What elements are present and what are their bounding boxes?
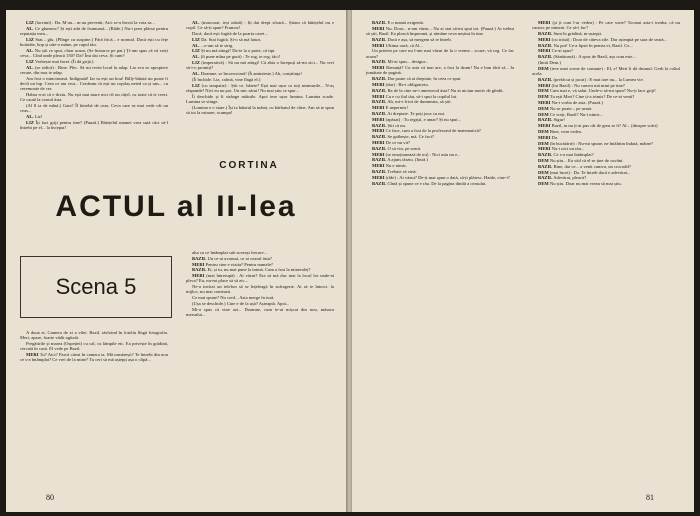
line-text: Ei, și tu, nu mai pune la inimă. Cum a fost la mineruleț? [207, 267, 311, 273]
line-text: Ce face, cum a fost de la profesorul de matematică? [385, 128, 481, 134]
dialogue-line [532, 94, 680, 99]
curtain-heading: CORTINA [219, 160, 279, 171]
dialogue-line [532, 37, 680, 42]
speaker-label: LIZ [192, 59, 200, 65]
dialogue-line [366, 169, 514, 174]
dialogue-line [186, 307, 334, 317]
dialogue-line [532, 141, 680, 146]
dialogue-line [532, 135, 680, 140]
line-text: Da. [551, 134, 559, 140]
page-number-right: 81 [646, 493, 654, 502]
line-text: Mi-a spus că vine azi... Doamne, cum te-ai mișcat din nou, măsura mersului... [186, 306, 334, 317]
line-text: Nu-i nici un rău... [551, 146, 585, 152]
dialogue-line [186, 301, 334, 306]
dialogue-line [366, 99, 514, 104]
line-text: Sigur! [553, 117, 565, 123]
line-text: (imperativă) : Să nu mă atingi! Că abia o începuți să-mi zici... Nu vrei să-i-o promiți? [186, 59, 334, 71]
speaker-label: BAZIL [372, 157, 387, 163]
line-text: Cîntă și spune ce e rău. De la pagina dintâi a ceasului. [387, 180, 487, 186]
column-a [20, 20, 168, 160]
speaker-label: BAZIL [372, 87, 387, 93]
dialogue-line [186, 48, 334, 53]
line-text: (cu simpatie) : Știi ce, băiete? Ești mai ușor ca toți neamurile... N-aș răspunde! Nici eu nu pot. Un mic sărut! Nu mai știu ce spui... [186, 82, 334, 93]
dialogue-line [186, 20, 334, 30]
line-text: (în bucătărie) : Nu-mi spune, ne întâlnim îndată, mâine? [549, 140, 653, 146]
line-text: O să vin, pe seară. [387, 145, 422, 151]
dialogue-line [366, 128, 514, 133]
dialogue-line [20, 352, 168, 362]
speaker-label: AL. [192, 54, 200, 60]
line-text: Nu pot! Ce-a lipsit în pensia ei, Bazil. Ce... [553, 42, 633, 48]
line-text: Nu e nimic. [385, 163, 408, 169]
speaker-label: BAZIL [372, 122, 387, 128]
dialogue-line [532, 100, 680, 105]
line-text: Ce vreți, Bazil? Nu-i nimic... [549, 111, 604, 117]
dialogue-line [366, 105, 514, 110]
dialogue-line [532, 146, 680, 151]
line-text: (se emoționează de tot) : Nici asta nu e... [385, 151, 461, 157]
speaker-label: MERI [372, 42, 385, 48]
speaker-label: MERI [26, 352, 39, 357]
speaker-label: BAZIL [538, 175, 553, 181]
dialogue-line [366, 123, 514, 128]
speaker-label: MERI [372, 116, 385, 122]
dialogue-line [20, 65, 168, 75]
dialogue-line [532, 158, 680, 163]
speaker-label: MERI [372, 93, 385, 99]
dialogue-line [532, 60, 680, 65]
line-text: Da. Stai fugită. Și-o să mă laturi. [201, 36, 262, 42]
line-text: Ne-a invitat un telefon să se înțeleagă în sufragerie. Ai să te întorci, la mijloc, nu mai contează. [186, 284, 334, 295]
speaker-label: DEM [538, 94, 549, 100]
line-text: Nu-i vorba de asta. (Pauză.) [551, 99, 603, 105]
speaker-label: BAZIL [372, 99, 387, 105]
line-text: (Lumina e o stare.) Își ia băiatul la mână, cu bărbatul de cîine. Am să te spun să tot la ruinare, scumpa! [186, 104, 334, 115]
line-text: Îți faci griji pentru tine? (Pauză.) Băiețelul mamei vrea sută căci să-l întrebi pe el... la început! [20, 119, 168, 130]
line-text: Și nu mă atingi? Da-te la o parte, că tipi. [201, 48, 276, 54]
speaker-label: BAZIL [372, 168, 387, 174]
dialogue-line [366, 82, 514, 87]
dialogue-line [366, 111, 514, 116]
left-page [6, 10, 348, 512]
line-text: Ce s-a mai întâmplat? [553, 152, 594, 158]
line-text: Îi deschide și îi strânge mâinile. Apoi iese ușor lumina. Lumina scade. Lumina se stinge. [186, 93, 334, 104]
dialogue-line [186, 295, 334, 300]
line-text: Vorbește mai încet. (Îi dă grijă.) [35, 58, 94, 64]
line-text: Nu știu. Doar nu mai vreau să mai știu. [549, 181, 622, 187]
dialogue-line [532, 112, 680, 117]
dialogue-line [186, 105, 334, 115]
speaker-label: MERI [538, 82, 551, 88]
line-text: Dacă, dacă ești fugită de la poarta casei... [192, 31, 268, 36]
line-text: Dacă e așa, să mergem să te întreb. [387, 36, 452, 42]
line-text: (lui Bazil) : Nu cumva mă mint pe tine? [551, 82, 625, 88]
line-text: Ai dreptate. Te poți juca cu noi. [387, 110, 446, 116]
dialogue-line [366, 152, 514, 157]
dialogue-line [20, 103, 168, 113]
line-text: Se grăbește, mă. Ce faci? [387, 134, 434, 140]
line-text: (mascurat, ieși odată) : Iți dai drept sfoară... Știam că băiețelul nu e copil. Ce să-ți spun? Frumos! [186, 20, 334, 31]
line-text: Mi-ai spus... desigur... [387, 59, 429, 65]
dialogue-line [532, 48, 680, 53]
line-text: Cu e cu fiul tău, să-i spui la copilul lui. [385, 93, 458, 99]
line-text: De ce nu vii? [385, 139, 411, 145]
line-text: Pentru cine e vizita? Pentru numele? [205, 261, 273, 267]
dialogue-line [366, 76, 514, 81]
speaker-label: DEM [538, 181, 549, 187]
dialogue-line [532, 129, 680, 134]
speaker-label: BAZIL [372, 36, 387, 42]
dialogue-line [366, 175, 514, 180]
speaker-label: BAZIL [372, 20, 387, 25]
line-text: (mai întrerupă) : Ai văzut? Era să mă duc mai la locul lor unde-ai pleca? Eu, nu-mi place să să zic... [186, 273, 334, 284]
speaker-label: AL. [192, 20, 200, 25]
line-text: Bazil, tu nu ți-ai pus cât de greu ar fi? Al... (dinspre scări) [551, 123, 658, 129]
line-text: Doamne, se înconvoiară! (Îi aminteste.) Ah, conștiința! [200, 70, 302, 76]
column-b [186, 20, 334, 160]
speaker-label: AL. [26, 64, 34, 70]
speaker-label: MERI [372, 105, 385, 111]
dialogue-line [20, 26, 168, 36]
dialogue-line [366, 59, 514, 64]
speaker-label: DEM [538, 157, 549, 163]
line-text: Sunt în grădină, m-aștepți. [553, 31, 603, 36]
speaker-label: LIZ [26, 36, 34, 42]
dialogue-line [20, 341, 168, 351]
line-text: E o mamă exigentă. [387, 20, 424, 25]
column-f [532, 20, 680, 490]
line-text: Am fost o mincinoasă. Indignată! Iar tu ești un bou! Billy-băiată nu poate fi decît un lup. Ceea ce am vrut... Cerdeam că ești un copilaș neted ca și uns... cu ceremonie de cer. [20, 75, 168, 91]
dialogue-line [186, 284, 334, 294]
speaker-label: DEM [538, 105, 549, 111]
speaker-label: DEM [538, 128, 549, 134]
dialogue-line [20, 92, 168, 102]
speaker-label: AL. [192, 42, 200, 48]
speaker-label: BAZIL [372, 145, 387, 151]
line-text: Habar n-ai că e tîrziu. Nu ești mai mare nici cît un cățel, cu toate că te crezi. Ce caută la ceasul ăsta. [20, 91, 168, 102]
line-text: (Intră Dem.) [538, 59, 561, 65]
dialogue-line [366, 20, 514, 25]
speaker-label: MERI [538, 36, 551, 42]
line-text: alta cu ce întâmplat sub aceeași frecare... [192, 250, 268, 255]
line-text: (rîde) : Ai văzut? De-ți mai spun o dată, să-ți plătesc. Haide, cine-i? [385, 174, 510, 180]
speaker-label: MERI [538, 123, 551, 129]
dialogue-line [532, 66, 680, 76]
line-text: (se ridică) : Bine. Plec. Să mi revin locul la adap. Liz eva se apropiere cerute, din nou te adap. [20, 64, 168, 75]
dialogue-line [20, 120, 168, 130]
line-text: Ce glumesc? Și ești atât de frumoasă... (Râde.) Nu-i prea plăcut pentru reputația mea... [20, 25, 168, 36]
dialogue-line [532, 152, 680, 157]
act-title: ACTUL al II-lea [55, 190, 297, 223]
speaker-label: DEM [538, 88, 549, 94]
speaker-label: DEM [538, 140, 549, 146]
dialogue-line [20, 330, 168, 340]
speaker-label: LIZ [192, 48, 200, 54]
dialogue-line [366, 163, 514, 168]
speaker-label: MERI [372, 65, 385, 71]
line-text: Cum mai e, vă salut. Unde-o să-mi spun? Nu-ți face griji! [549, 88, 656, 94]
line-text: Ce mai spune? Nu cred... Asta merge în tură. [192, 295, 275, 301]
speaker-label: DEM [538, 169, 549, 175]
line-text: (mai încet) : Da. Te întreb dacă e adevărat... [549, 169, 631, 175]
line-text: Nu știi ce spui, chiar acum. (Se întoarce pe pat.) Ți-am spus că vă vreți ceva... Cînd unde pleacă 150? Da? Îmi dai ceva. Și cum? [20, 47, 168, 58]
speaker-label: BAZIL [538, 31, 553, 36]
dialogue-line [366, 43, 514, 48]
dialogue-line [366, 134, 514, 139]
dialogue-line [532, 54, 680, 59]
dialogue-line [186, 94, 334, 104]
dialogue-line [186, 267, 334, 272]
dialogue-line [532, 181, 680, 186]
line-text: (lacrimi) : Da. M-au... m-au prevenit, Aici se-a învoit la voia sa... [35, 20, 155, 25]
line-text: Ba de la cine ne-i amestecul ăsta? Nu ai niciun motiv de gîndit. [387, 87, 504, 93]
speaker-label: BAZIL [192, 267, 207, 273]
dialogue-line [532, 175, 680, 180]
speaker-label: LIZ [192, 82, 200, 88]
speaker-label: BAZIL [372, 59, 387, 65]
dialogue-line [366, 140, 514, 145]
line-text: (dur) : Ba-i obligatoriu. [385, 81, 429, 87]
line-text: (Sănătoasă) : A spus de Bazil, așa cum este... [553, 54, 636, 60]
speaker-label: AL. [192, 70, 200, 76]
dialogue-line [532, 20, 680, 30]
scene-title: Scena 5 [20, 256, 172, 318]
line-text: (iese unei scene de comune) : El, e! Meri îi dă drumul. Gerb la coltul acela. [532, 65, 680, 76]
dialogue-line [186, 250, 334, 255]
dialogue-line [366, 157, 514, 162]
dialogue-line [186, 37, 334, 42]
speaker-label: LIZ [192, 36, 200, 42]
speaker-label: BAZIL [538, 42, 553, 48]
dialogue-line [532, 31, 680, 36]
line-text: Trebuie să vină. [387, 168, 417, 174]
speaker-label: BAZIL [372, 110, 387, 116]
column-c [20, 330, 168, 490]
speaker-label: BAZIL [372, 134, 387, 140]
line-text: (Ușa se deschide.) Cine e de la ușă? Așteaptă. Apoi... [192, 300, 290, 306]
line-text: Un ce-ai avansat, ce ai ceasul ăsta? [207, 255, 272, 261]
speaker-label: LIZ [26, 20, 34, 25]
dialogue-line [20, 48, 168, 58]
dialogue-line [366, 37, 514, 42]
dialogue-line [532, 123, 680, 128]
dialogue-line [532, 164, 680, 169]
dialogue-line [366, 181, 514, 186]
line-text: Dar poate că ai dreptate, în ceea ce spui. [387, 76, 462, 82]
dialogue-line [186, 43, 334, 48]
dialogue-line [366, 26, 514, 36]
line-text: Ah, mi-e frică de dumneata, să știi. [387, 99, 452, 105]
dialogue-line [366, 146, 514, 151]
dialogue-line [186, 262, 334, 267]
page-number-left: 80 [46, 493, 54, 502]
speaker-label: MERI [372, 174, 385, 180]
speaker-label: LIZ [26, 119, 34, 125]
line-text: Ce-ai spus? [551, 48, 573, 54]
dialogue-line [366, 88, 514, 93]
line-text: (cu tristă) : Doar de câteva zile. Dar așteaptă pe sara de seară... [551, 36, 667, 42]
speaker-label: DEM [538, 111, 549, 117]
line-text: Renunță? Cu asta vă mai are, a fost la drum! Nu e bun fără să... Ia jumătate de pagină. [366, 65, 514, 76]
speaker-label: BAZIL [538, 76, 553, 82]
speaker-label: BAZIL [538, 163, 553, 169]
line-text: (prefăcut și jucat) : E mai tare nu... la Lumea vie. [553, 76, 644, 82]
line-text: Pregătirile și marea (Ospeției) cu cal, cu lămpile etc. Ea privește în grădină, cercată în casă. El vede pe Bazil. [20, 341, 168, 352]
dialogue-line [532, 117, 680, 122]
dialogue-line [186, 31, 334, 36]
speaker-label: MERI [192, 273, 205, 279]
speaker-label: BAZIL [372, 180, 387, 186]
dialogue-line [20, 76, 168, 92]
speaker-label: MERI [192, 261, 205, 267]
line-text: Stai... gîu. (Plînge cu suspine.) Fără frică... e normal. Dacă ești cu fețe hotărâte, hop și uite-o mâne, pe capul tău. [20, 36, 168, 47]
dialogue-line [532, 43, 680, 48]
column-e [366, 20, 514, 490]
dialogue-line [186, 77, 334, 82]
line-text: Liz! [34, 113, 43, 119]
speaker-label: BAZIL [372, 76, 387, 82]
line-text: Adevărat, pleacă? [553, 175, 587, 181]
dialogue-line [366, 48, 514, 58]
speaker-label: MERI [372, 151, 385, 157]
dialogue-line [366, 117, 514, 122]
line-text: (îi pune mîna pe gură) : Te rog, te rog, tăci! [200, 54, 281, 60]
dialogue-line [186, 54, 334, 59]
dialogue-line [366, 65, 514, 75]
speaker-label: AL. [26, 25, 34, 31]
speaker-label: AL. [26, 47, 34, 53]
speaker-label: DEM [538, 65, 549, 71]
dialogue-line [532, 88, 680, 93]
speaker-label: AL. [26, 113, 34, 119]
right-page [352, 10, 694, 512]
line-text: ...o-am să te strig. [200, 42, 234, 48]
dialogue-line [20, 37, 168, 47]
speaker-label: MERI [538, 146, 551, 152]
line-text: A ajuns târziu. (Intră.) [387, 157, 428, 163]
line-text: (Îi închide. Liz, calmă, vine lîngă el.) [192, 76, 261, 82]
speaker-label: BAZIL [538, 117, 553, 123]
speaker-label: MERI [372, 139, 385, 145]
line-text: Tu? Aici? Parcă citeai în camera ta. Mă urmărești? Te întrebi din nou ce s-a întâmplat? Ce vrei de la mine? Tu ceri să mă aștepți așa o clipă... [20, 352, 168, 363]
line-text: Tu ești Meri? Cine ți-a trimis? De ce-ai venit? [549, 94, 635, 100]
speaker-label: MERI [372, 25, 385, 31]
line-text: (apăsat) : Tu regiști, e amar? Și nu spui... [385, 116, 461, 122]
dialogue-line [186, 256, 334, 261]
speaker-label: BAZIL [538, 152, 553, 158]
speaker-label: MERI [372, 81, 385, 87]
dialogue-line [532, 106, 680, 111]
line-text: Un prieten pe care nu l-am mai văzut de la o vreme... scuze, vă rog. Ce fac acum? [366, 48, 514, 59]
dialogue-line [20, 59, 168, 64]
dialogue-line [532, 77, 680, 82]
speaker-label: MERI [538, 134, 551, 140]
dialogue-line [366, 94, 514, 99]
line-text: E nepermis! [385, 105, 408, 111]
dialogue-line [186, 71, 334, 76]
line-text: Nu. Doar... n-am văzut... Nu ai stat să-mi spui tot. (Pauză.) Ar trebui să știi, Bazil. Ea pleacă împreună, și rămâne ceva neștiut în tine. [366, 25, 514, 36]
line-text: Nu se poate... pe urmă. [549, 105, 593, 111]
speaker-label: BAZIL [192, 255, 207, 261]
speaker-label: MERI [538, 48, 551, 54]
line-text: Nu știu... Eu văd că el se ține de cuvânt. [549, 157, 624, 163]
line-text: (și ți cum l-ar vedea) : Pe care sorte? Tocmai asta-i treaba, că nu cunosc pe nimeni. Ce să-i fac? [532, 20, 680, 31]
dialogue-line [20, 114, 168, 119]
speaker-label: MERI [372, 163, 385, 169]
speaker-label: MERI [538, 20, 551, 25]
dialogue-line [532, 170, 680, 175]
dialogue-line [20, 20, 168, 25]
dialogue-line [186, 83, 334, 93]
line-text: (Al îl ia de mînă.) Gata? Îl întrebă de ceas. Ceva care se mai vede cât un ceas... [20, 102, 168, 113]
line-text: A doua zi. Camera de zi a vilei. Bazil, răsfoind în fotoliu lîngă fotografia. Meri, apare, foarte vădit agitată. [20, 330, 168, 341]
line-text: Bine, dar ce... a venit cumva, un crocodil? [553, 163, 632, 169]
dialogue-line [186, 60, 334, 70]
line-text: Bine, vom vedea. [549, 128, 583, 134]
speaker-label: MERI [538, 99, 551, 105]
dialogue-line [532, 83, 680, 88]
speaker-label: MERI [372, 128, 385, 134]
speaker-label: LIZ [26, 58, 34, 64]
dialogue-line [186, 273, 334, 283]
line-text: Știi că nu. [387, 122, 406, 128]
column-d [186, 250, 334, 490]
line-text: Ultima oară, că Al... [385, 42, 423, 48]
speaker-label: BAZIL [538, 54, 553, 60]
